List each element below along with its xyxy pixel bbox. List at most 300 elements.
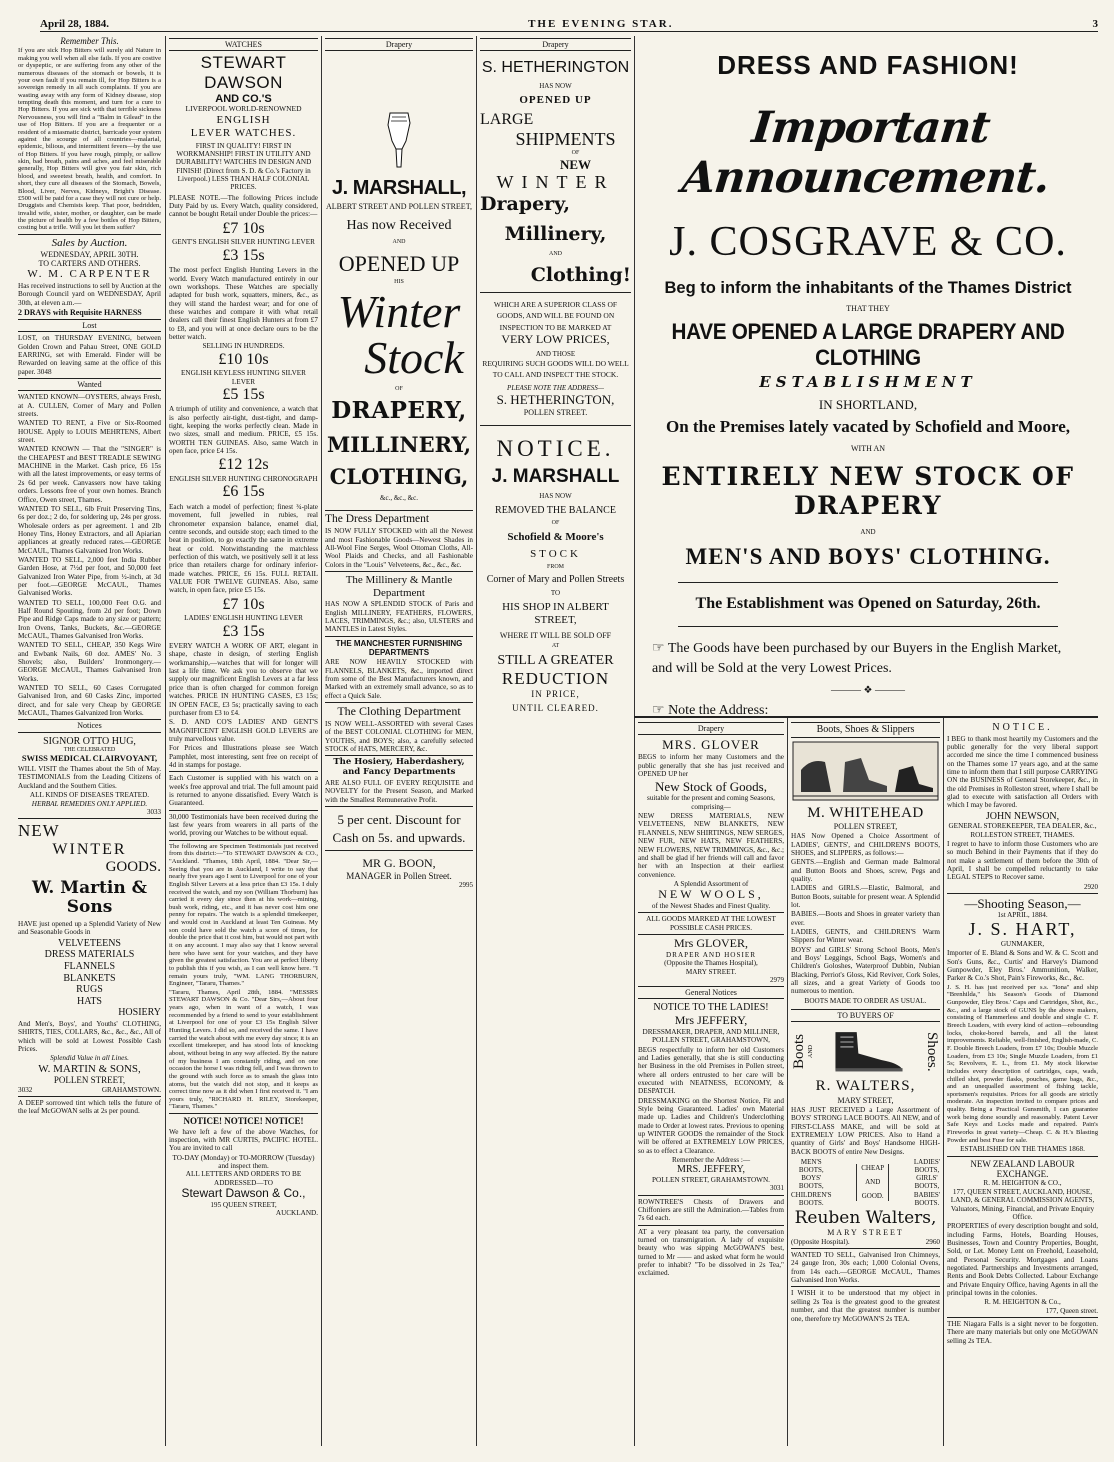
auction-date: WEDNESDAY, APRIL 30TH. xyxy=(40,249,139,259)
important-announcement: Important Announcement. xyxy=(679,103,1052,204)
boots-table-cell: BOOTS, xyxy=(914,1182,940,1191)
divider xyxy=(638,1195,784,1196)
greater-label: STILL A GREATER xyxy=(497,653,614,668)
martin-town: GRAHAMSTOWN. xyxy=(101,1085,161,1094)
divider xyxy=(678,582,1058,583)
tea-footnote: A DEEP sorrowed tint which tells the future of the leaf McGOWAN sells at 2s per pound. xyxy=(18,1099,161,1116)
opened-saturday: The Establishment was Opened on Saturday, 26th. xyxy=(695,595,1041,613)
glover-number: 2979 xyxy=(770,976,784,985)
and-label: AND xyxy=(808,1044,815,1058)
wanted-item: WANTED TO SELL, 60 Cases Corrugated Galvanised Iron, and 60 Casks Zinc, imported direct, and for sale very Cheap by GEORGE McCAUL, Thames Galvanized Iron Works. xyxy=(18,684,161,718)
price-label: IN PRICE, xyxy=(531,688,580,699)
to-buyers: TO BUYERS OF xyxy=(791,1009,940,1022)
glover-role: DRAPER AND HOSIER xyxy=(665,951,757,960)
boon-manager: MANAGER in Pollen Street. xyxy=(346,871,452,882)
stewart-dawson-title: STEWART DAWSON xyxy=(200,53,287,92)
drapery-heading-big: Drapery, xyxy=(480,193,571,215)
today-text: TO-DAY (Monday) or TO-MORROW (Tuesday) and inspect them. xyxy=(172,1153,315,1170)
watch-description: ENGLISH KEYLESS HUNTING SILVER LEVER xyxy=(181,369,306,386)
divider xyxy=(791,1248,940,1249)
boots-table-left xyxy=(791,1158,832,1207)
goods-paragraph xyxy=(638,639,1098,680)
divider xyxy=(18,234,161,235)
watch-description: ENGLISH SILVER HUNTING CHRONOGRAPH xyxy=(169,475,318,483)
glover-street: MARY STREET. xyxy=(685,967,737,976)
boots-table-cell: CHEAP xyxy=(861,1164,885,1173)
divider xyxy=(947,893,1098,894)
martin-footer xyxy=(18,1086,161,1094)
hart-text-2: J. S. H. has just received per s.s. "Iona" and ship "Brenhilda," his Season's Goods of Diamond Gunpowder, Eley Bros.' Caps and Cartridges, Shot, &c., &c., and a large stock of GUNS by the above makers, consisting of Hammerless and double and single C. F. Breech Loaders, with every kind of action—rebounding locks, choke-bored barrels, and all the latest improvements. Reliable, well-finished, English-made, C. F. Double Breech Loaders, from £7 10s; Double Muzzle Loaders, from £3 10s; Single Muzzle Loaders, from £1 5s; Revolvers, E. L., from £1. My stock likewise includes every description of cartridges, caps, wads, chilled shot, powder flasks, pouches, game bags, &c., and an unequalled assortment of fishing tackle, sportsmen's requisites. Prices for all goods are strictly moderate. An inspection invited to compare prices and quality. Being a Practical Gunsmith, I can guarantee work being done soundly and reasonably. Patent Lever Safe Keys and Locks made and repaired. Pain's Fireworks in great variety—Cheap. C. & H.'s Blasting Powder and best Fuse for sale. xyxy=(947,983,1098,1144)
walters-name: R. WALTERS, xyxy=(815,1078,916,1095)
premises-text: On the Premises lately vacated by Schofield and Moore, xyxy=(665,416,1071,436)
reuben-street: MARY STREET xyxy=(827,1228,904,1238)
notice-heading: NOTICE! NOTICE! NOTICE! xyxy=(183,1116,304,1127)
discount-text: 5 per cent. Discount for Cash on 5s. and upwards. xyxy=(332,812,466,845)
glover-name: MRS. GLOVER xyxy=(662,737,760,753)
boots-table-cell: BOOTS, xyxy=(914,1166,940,1175)
divider xyxy=(480,425,631,426)
jeffery-sign: MRS. JEFFERY, xyxy=(677,1164,745,1176)
watch-description: LADIES' ENGLISH HUNTING LEVER xyxy=(184,614,303,623)
clothing-dept-text: IS NOW WELL-ASSORTED with several Cases of the BEST COLONIAL CLOTHING for MEN, YOUTHS, and BOYS; also, a carefully selected STOCK of HATS, MERCERY, &c. xyxy=(325,719,473,753)
boots-table-cell: CHILDREN'S xyxy=(791,1190,832,1199)
boots-heading: Boots, Shoes & Slippers xyxy=(791,722,940,738)
newson-role: GENERAL STOREKEEPER, TEA DEALER, &c., ROLLESTON STREET, THAMES. xyxy=(948,822,1097,839)
labour-exchange: NEW ZEALAND LABOUR EXCHANGE. xyxy=(970,1158,1075,1180)
drapery-heading: Drapery xyxy=(480,38,631,51)
divider xyxy=(638,934,784,935)
wanted-item: WANTED TO SELL, 6lb Fruit Preserving Tins, 6s per doz.; 2 do, for soldering up, 24s per gross. Wholesale orders as per agreement. 1 and 2lb Honey Tins, Honey Extractors, and all Apiarian appliances at greatly reduced rates.—GEORGE McCAUL, Thames Galvanised Iron Works. xyxy=(18,504,161,555)
jeffery-number: 3031 xyxy=(770,1184,784,1193)
newson-text: I BEG to thank most heartily my Customers and the public generally for the very liberal support accorded me since the time I commenced business on the Thames some 17 years ago, and at the same time to inform them that I still purpose CARRYING ON the BUSINESS of General Storekeeper, &c., in the old Premises in Rolleston street, where I shall be glad to execute with satisfaction all Orders with which I may be favored. xyxy=(947,734,1098,810)
opened-up: OPENED UP xyxy=(519,93,592,106)
note-address-row xyxy=(638,703,1098,714)
column-4 xyxy=(480,36,631,1446)
suitable-text: suitable for the present and coming Seasons, comprising— xyxy=(647,794,775,811)
manchester-text: ARE NOW HEAVILY STOCKED with FLANNELS, BLANKETS, &c., imported direct from some of the Best Manufacturers known, and Marked with an extremely small advance, so as to effect a Quick Sale. xyxy=(325,658,473,700)
hosiery-text: ARE ALSO FULL OF EVERY REQUISITE and NOVELTY for the Present Season, and Marked with the Smallest Remunerative Profit. xyxy=(325,779,473,804)
glover-opposite: (Opposite the Thames Hospital), xyxy=(664,959,758,968)
divider xyxy=(325,571,473,572)
boon-name: MR G. BOON, xyxy=(362,856,436,871)
martin-item: DRESS MATERIALS xyxy=(44,949,135,961)
hosiery-heading: The Hosiery, Haberdashery, and Fancy Departments xyxy=(333,757,465,778)
english-heading: ENGLISH xyxy=(216,114,271,127)
price-now: £3 15s xyxy=(222,622,265,640)
whitehead-text: HAS Now Opened a Choice Assortment of LADIES', GENTS', and CHILDREN'S BOOTS, SHOES, and SLIPPERS, as follows:— xyxy=(791,832,940,857)
martin-item: HATS xyxy=(76,995,102,1007)
mccaul-chimneys: WANTED TO SELL, Galvanised Iron Chimneys, 24 gauge Iron, 30s each; 1,000 Colonial Ovens, from 14s each.—GEORGE McCAUL, Thames Galvanised Iron Works. xyxy=(791,1251,940,1285)
shooting-season: —Shooting Season,— xyxy=(964,895,1081,911)
martin-item: BLANKETS xyxy=(63,972,116,984)
column-rule xyxy=(943,718,944,1446)
boots-table-cell: GIRLS' xyxy=(916,1174,938,1183)
column-rule xyxy=(787,718,788,1446)
watch-text: The most perfect English Hunting Levers in the world. Every Watch manufactured entirely in our own workshops. These Watches are specially adapted for bush work, squatters, miners, &c., as they will stand the hardest wear; and for one of these watches and compare it with what retail dealers call their finest English Hunters at from £7 to £8, and you will at once declare ours to be the better watch. xyxy=(169,266,318,341)
column-5 xyxy=(638,720,784,1446)
boots-table-cell: BOOTS, xyxy=(798,1182,824,1191)
of-label: OF xyxy=(395,386,403,393)
reuben-footer xyxy=(791,1238,940,1246)
reuben-number: 2960 xyxy=(925,1237,940,1246)
wanted-heading: Wanted xyxy=(18,378,161,391)
boys-text: BOYS' and GIRLS' Strong School Boots, Men's and Boys' Leggings, School Bags, Women's and Children's Goloshes, Waterproof Dubbin, Nubian Blacking, Perriot's Gloss, Kid Reviver, Cork Soles, all sizes, and a great Variety of Goods too numerous to mention. xyxy=(791,945,940,996)
dress-fashion-headline: DRESS AND FASHION! xyxy=(717,50,1019,80)
niagara-text: THE Niagara Falls is a sight never to be forgotten. There are many materials but only one McGOWAN selling 2s TEA. xyxy=(947,1319,1098,1345)
all-goods: ALL GOODS MARKED AT THE LOWEST POSSIBLE CASH PRICES. xyxy=(646,915,776,932)
hug-number: 3033 xyxy=(147,807,161,816)
hug-herbal: HERBAL REMEDIES ONLY APPLIED. xyxy=(31,799,148,808)
hetherington-sign: S. HETHERINGTON, xyxy=(496,392,615,408)
column-rule xyxy=(634,36,635,1446)
note-address: Note the Address: xyxy=(668,703,769,714)
at-label: AT xyxy=(551,643,560,650)
boots-table-cell: BOOTS, xyxy=(798,1166,824,1175)
martin-street: POLLEN STREET, xyxy=(53,1075,126,1086)
lever-heading: LEVER WATCHES. xyxy=(190,126,297,139)
divider xyxy=(325,702,473,703)
jeffery-name: Mrs JEFFERY, xyxy=(674,1013,748,1028)
heighton-sign: R. M. HEIGHTON & Co., xyxy=(984,1298,1061,1307)
martin-item: VELVETEENS xyxy=(58,937,121,949)
winter-heading: WINTER xyxy=(496,172,615,193)
hug-title: SWISS MEDICAL CLAIRVOYANT, xyxy=(21,753,158,764)
dress-dept-heading: The Dress Department xyxy=(325,512,430,525)
marshall-name: J. MARSHALL, xyxy=(332,177,466,200)
please-note: PLEASE NOTE THE ADDRESS— xyxy=(507,384,604,393)
his-label: HIS xyxy=(394,279,404,286)
price-was: £10 10s xyxy=(218,350,269,368)
clothing-dept-heading: The Clothing Department xyxy=(337,704,461,718)
boots-table xyxy=(791,1158,940,1207)
divider xyxy=(325,850,473,851)
divider xyxy=(325,806,473,807)
marshall-number: 2995 xyxy=(459,881,473,890)
new-heading: NEW xyxy=(559,157,592,173)
auction-to: TO CARTERS AND OTHERS. xyxy=(38,258,141,268)
boots-table-cell: BABIES' xyxy=(913,1190,940,1199)
slippers-text: LADIES, GENTS, and CHILDREN'S Warm Slippers for Winter wear. xyxy=(791,928,940,945)
to-label: TO xyxy=(550,589,561,598)
jeffery-role: DRESSMAKER, DRAPER, AND MILLINER, POLLEN STREET, GRAHAMSTOWN, xyxy=(642,1027,780,1045)
gunmaker-label: GUNMAKER, xyxy=(1000,940,1045,949)
divider xyxy=(678,626,1058,627)
hetherington-street: POLLEN STREET. xyxy=(523,407,588,417)
and-those: AND THOSE xyxy=(535,349,576,358)
auction-heading: Sales by Auction. xyxy=(51,236,128,249)
masthead-page: 3 xyxy=(1092,17,1098,30)
boot-shop-icon xyxy=(791,740,940,802)
of-label: OF xyxy=(571,150,580,157)
divider xyxy=(947,1317,1098,1318)
etc-label: &c., &c., &c. xyxy=(380,493,418,502)
establishment-label: ESTABLISHMENT xyxy=(759,373,977,392)
boots-table-cell: BOOTS. xyxy=(798,1198,824,1207)
martin-number: 3032 xyxy=(18,1085,33,1094)
wanted-item: WANTED KNOWN—OYSTERS, always Fresh, at A. CULLEN, Corner of Mary and Pollen streets. xyxy=(18,393,161,419)
divider xyxy=(480,292,631,293)
pointing-hand-icon xyxy=(382,111,416,171)
and-cos: AND CO.'S xyxy=(215,92,272,105)
millinery-heading: Millinery, xyxy=(504,223,607,246)
auction-item: 2 DRAYS with Requisite HARNESS xyxy=(18,307,142,317)
column-rule xyxy=(321,36,322,1446)
hug-celebrated: THE CELEBRATED xyxy=(63,747,116,754)
gold-text: For Prices and Illustrations please see Watch Pamphlet, most interesting, sent free on receipt of 4d in stamps for postage. xyxy=(169,744,318,769)
hart-text: Importer of E. Bland & Sons and W. & C. Scott and Son's Guns, &c., Curtis' and Harvey's Diamond Gunpowder, Eley Bros.' Ammunition, Walker, Parker & Co.'s Shot, Pain's Fireworks, &c., &c. xyxy=(947,949,1098,983)
new-wools: NEW WOOLS, xyxy=(658,887,764,902)
hug-text: WILL VISIT the Thames about the 5th of May. TESTIMONIALS from the Leading Citizens of Auckland and the Southern Cities. xyxy=(18,765,161,790)
divider xyxy=(638,912,784,913)
rowntree-text: ROWNTREE'S Chests of Drawers and Chiffoniers are still the Admiration.—Tables from 7s 6d each. xyxy=(638,1197,784,1223)
martin-extra: And Men's, Boys', and Youths' CLOTHING, SHIRTS, TIES, COLLARS, &c., &c., &c., All of which will be sold at Lowest Possible Cash Prices. xyxy=(18,1019,161,1053)
column-3 xyxy=(325,36,473,1446)
ad-bottom-rule xyxy=(634,716,1098,718)
stewart-address: 195 QUEEN STREET, xyxy=(210,1200,277,1209)
jeffery-street: POLLEN STREET, GRAHAMSTOWN. xyxy=(652,1176,770,1185)
gold-levers: S. D. AND CO'S LADIES' AND GENT'S MAGNIFICENT ENGLISH GOLD LEVERS are truly marvellous value. xyxy=(169,718,318,743)
until-cleared: UNTIL CLEARED. xyxy=(512,703,599,714)
gents-text: GENTS.—English and German made Balmoral and Button Boots and Shoes, screw, Pegs and quality. xyxy=(791,858,940,883)
watches-heading: WATCHES xyxy=(169,38,318,51)
divider xyxy=(325,755,473,756)
jeffery-text: BEGS respectfully to inform her old Customers and Ladies generally, that she is still conducting her Business in the old Premises in Pollen street, where all orders entrusted to her care will be executed with NEATNESS, ECONOMY, & DESPATCH. xyxy=(638,1045,784,1096)
notice-heading: NOTICE. xyxy=(992,722,1053,733)
martin-value: Splendid Value in all Lines. xyxy=(50,1054,129,1063)
divider xyxy=(638,1225,784,1226)
stewart-sign: Stewart Dawson & Co., xyxy=(181,1185,306,1200)
wanted-item: WANTED TO SELL, 2,000 feet India Rubber Garden Hose, at 7½d per foot, and 50,000 feet Galvanized Iron Water Pipe, from ½-inch, at 3d per foot.—GEORGE McCAUL, Thames Galvanised Works. xyxy=(18,555,161,598)
in-shortland: IN SHORTLAND, xyxy=(818,397,918,413)
column-rule xyxy=(165,36,166,1446)
and-label: AND xyxy=(860,527,876,536)
selling-hundreds: SELLING IN HUNDREDS. xyxy=(202,342,285,351)
reuben-walters: Reuben Walters, xyxy=(794,1207,937,1228)
glover-text: BEGS to inform her many Customers and the public generally that she has just received and OPENED UP her xyxy=(638,753,784,779)
notice-ladies: NOTICE TO THE LADIES! xyxy=(653,1002,769,1014)
hop-heading: Remember This. xyxy=(60,36,119,46)
notice-heading: NOTICE. xyxy=(496,435,615,461)
of-label: OF xyxy=(551,520,560,527)
walters-text: HAS JUST RECEIVED a Large Assortment of BOYS' STRONG LACE BOOTS. All NEW, and of FIRST-CLASS MAKE, and will be sold at EXTREMELY LOW PRICES. Also to Hand a quantity of Girls' and Boys' Handsome HIGH-BACK BOOTS of entire New Designs. xyxy=(791,1106,940,1156)
corner-label: Corner of Mary and Pollen Streets xyxy=(486,573,625,585)
column-1 xyxy=(18,36,161,1446)
boots-table-cell: MEN'S xyxy=(800,1158,822,1167)
remember-address: Remember the Address :— xyxy=(671,1156,751,1165)
hart-name: J. S. HART, xyxy=(968,919,1077,940)
goods-text: The Goods have been purchased by our Buyers in the English Market, and will be Sold at the very Lowest Prices. xyxy=(652,640,1062,677)
winter-heading: Winter xyxy=(337,286,461,338)
walters-street: MARY STREET, xyxy=(837,1095,894,1105)
wanted-item: WANTED KNOWN — That the "SINGER" is the CHEAPEST and BEST TREADLE SEWING MACHINE in the Market. Cash price, £6 15s with all the latest improvements, or easy terms of 2s 6d per week. Canvassers now have taking orders. Lessons free of your own homes. Branch Office, Owen street, Thames. xyxy=(18,445,161,504)
wanted-item: WANTED TO SELL, 100,000 Feet O.G. and Half Round Spouting, from 2d per foot; Down Pipe and Ridge Caps made to any size or pattern; Iron Ovens, Tanks, Buckets, &c.—GEORGE McCAUL, Thames Galvanised Iron Works. xyxy=(18,598,161,641)
drapery-heading-big: DRAPERY, xyxy=(331,397,467,425)
martin-item: HOSIERY xyxy=(118,1007,161,1019)
glover-items: NEW DRESS MATERIALS, NEW VELVETEENS, NEW BLANKETS, NEW FLANNELS, NEW SHIRTINGS, NEW SERGES, NEW FUR, NEW HATS, NEW FEATHERS, NEW FLOWERS, NEW TRIMMINGS, &c., &c.; and shall be glad if her friends will call and favor her with an Inspection at their earliest convenience. xyxy=(638,812,784,879)
boots-table-cell: LADIES' xyxy=(913,1158,940,1167)
regret-text: I regret to have to inform those Customers who are so much Behind in their Payments that if they do not make a settlement of them before the 30th of April, I shall be compelled reluctantly to take LEGAL STEPS to Recover same. xyxy=(947,839,1098,882)
heighton-name: R. M. HEIGHTON & CO., xyxy=(983,1179,1062,1188)
with-an: WITH AN xyxy=(851,444,885,454)
divider xyxy=(18,818,161,819)
hug-name: SIGNOR OTTO HUG, xyxy=(43,735,136,747)
low-prices: VERY LOW PRICES, xyxy=(501,331,610,346)
heighton-street: 177, Queen street. xyxy=(1045,1306,1098,1315)
masthead-date: April 28, 1884. xyxy=(40,17,110,30)
column-7 xyxy=(947,720,1098,1446)
price-was: £7 10s xyxy=(222,219,265,237)
assortment-text: A Splendid Assortment of xyxy=(673,879,749,888)
millinery-heading: MILLINERY, xyxy=(326,432,472,457)
testimonial-1: The following are Specimen Testimonials just received from this district:—"To STEWART DAWSON & CO., "Auckland. "Thames, 18th April, 1884. "Dear Sir,—Seeing that you are in Auckland, I write to say that nearly five years ago I sent to Liverpool for one of your English Silver Levers at a less price than £3 15s. I duly received the watch, and my son (William Thorburn) has carried it every day since then at his work—mining, bush work, riding, etc., and it has never cost him one penny for repairs. The watch is a splendid timekeeper, and would cost in Auckland at least Ten Guineas. My son could have sold the watch a score of times, for double the price that it cost him, but would not part with it on any account. I may also say that I know several here who have sent for your watches, and they have given the greatest satisfaction. You are at perfect liberty to publish this if you wish, as I can well know here. "I remain yours truly, "WM. LANG THORBURN, Engineer, "Tararu, Thames." xyxy=(169,842,318,988)
divider xyxy=(791,1286,940,1287)
new-stock-heading: New Stock of Goods, xyxy=(655,779,767,795)
drapery-heading: Drapery xyxy=(638,722,784,735)
millinery-dept-heading: The Millinery & Mantle Department xyxy=(345,573,453,599)
martin-text: HAVE just opened up a Splendid Variety of New and Seasonable Goods in xyxy=(18,920,161,937)
price-was: £12 12s xyxy=(218,456,269,474)
has-received: Has now Received xyxy=(346,217,452,233)
shoes-label: Shoes. xyxy=(923,1031,940,1072)
stewart-town: AUCKLAND. xyxy=(275,1209,318,1218)
stock-label: STOCK xyxy=(530,547,581,560)
martin-sign: W. MARTIN & SONS, xyxy=(38,1062,141,1075)
opened-up: OPENED UP xyxy=(338,250,460,276)
column-6 xyxy=(791,720,940,1446)
made-to-order: BOOTS MADE TO ORDER AS USUAL. xyxy=(804,996,927,1005)
martin-heading: W. Martin & Sons xyxy=(31,877,147,918)
removed-balance: REMOVED THE BALANCE xyxy=(495,504,616,516)
boots-table-cell: BOOTS. xyxy=(914,1198,940,1207)
requiring-text: REQUIRING SUCH GOODS WILL DO WELL TO CALL AND INSPECT THE STOCK. xyxy=(482,358,629,380)
entirely-new-stock: ENTIRELY NEW STOCK OF DRAPERY xyxy=(661,461,1075,520)
wanted-item: WANTED TO RENT, a Five or Six-Roomed HOUSE. Apply to LOUIS MEHRTENS, Albert street. xyxy=(18,419,161,445)
new-heading: NEW xyxy=(18,820,60,840)
ladies-text: LADIES and GIRLS.—Elastic, Balmoral, and Button Boots, suitable for present wear. A Splendid lot. xyxy=(791,884,940,909)
that-they: THAT THEY xyxy=(846,303,890,313)
divider xyxy=(325,636,473,637)
dress-dept-text: IS NOW FULLY STOCKED with all the Newest and most Fashionable Goods—Newest Shades in All-Wool Fine Serges, Wool Ottoman Cloths, All-Wool Plaids and Checks, and all Fashionable Colors in the "Louis" Velveteens, &c., &c., &c. xyxy=(325,527,473,569)
boot-icon xyxy=(824,1024,914,1078)
from-label: FROM xyxy=(546,563,564,570)
newson-name: JOHN NEWSON, xyxy=(985,810,1060,822)
schofield-moore: Schofield & Moore's xyxy=(507,531,604,544)
boots-label: Boots xyxy=(791,1033,807,1069)
has-now: HAS NOW xyxy=(539,492,572,501)
boots-table-cell: BOYS' xyxy=(801,1174,822,1183)
tea-party-text: AT a very pleasant tea party, the conversation turned on transmigration. A lady of exquisite beauty who was sipping McGOWAN'S best, turned to Mr —— and asked what form he would prefer to inhabit? "To be dissolved in 2s Tea," exclaimed. xyxy=(638,1227,784,1278)
testimonial-count: 30,000 Testimonials have been received during the last few years from wearers in all parts of the world, proving our Watches to be without equal. xyxy=(169,812,318,838)
clothing-heading: Clothing! xyxy=(530,264,631,287)
mens-boys-clothing: MEN'S AND BOYS' CLOTHING. xyxy=(685,543,1051,569)
masthead-title: THE EVENING STAR. xyxy=(528,17,674,30)
divider xyxy=(169,840,318,841)
price-note: PLEASE NOTE.—The following Prices include Duty Paid by us. Every Watch, quality considered, cannot be bought Retail under Double the prices:— xyxy=(169,193,318,219)
watch-text: Each watch a model of perfection; finest ¾-plate movement, full jewelled in rubies, real chronometer expansion balance, enamel dial, centre seconds, and outside stop; each timed to the beat in position, to go exactly the same in extreme heat or cold. Notwithstanding the matchless perfection of this watch, we positively sell it at less price than retailers charge for ordinary inferior-made watches. PRICE, £6 15s. FULL RETAIL VALUE FOR TWELVE GUINEAS. Also, same watch, in open face, price £5 15s. xyxy=(169,502,318,595)
established-label: ESTABLISHED ON THE THAMES 1868. xyxy=(960,1145,1085,1154)
divider xyxy=(169,771,318,772)
divider xyxy=(18,1096,161,1097)
lost-text: LOST, on THURSDAY EVENING, between Golden Crown and Pahau Street, ONE GOLD EARRING, set with Emerald. Finder will be Rewarded on leaving same at the office of this paper. 3048 xyxy=(18,334,161,376)
heighton-address: 177, QUEEN STREET, AUCKLAND, HOUSE, LAND, & GENERAL COMMISSION AGENTS, Valuators, Mining, Financial, and Private Enquiry Office. xyxy=(950,1187,1095,1221)
column-2 xyxy=(169,36,318,1446)
divider xyxy=(325,510,473,511)
shipments-heading: SHIPMENTS xyxy=(515,129,616,150)
has-now: HAS NOW xyxy=(539,81,572,90)
quality-text: FIRST IN QUALITY! FIRST IN WORKMANSHIP! FIRST IN UTILITY AND DURABILITY! WATCHES IN DESIGN AND FINISH! (Direct from S. D. & Co.'s Factory in Liverpool.) LESS THAN HALF COLONIAL PRICES. xyxy=(175,141,312,192)
and-label: AND xyxy=(392,238,406,245)
approval-text: Each Customer is supplied with his watch on a week's free approval and trial. The full amount paid is returned to anyone dissatisfied. Every Watch is Guaranteed. xyxy=(169,774,318,808)
millinery-dept-text: HAS NOW A SPLENDID STOCK of Paris and English MILLINERY, FEATHERS, FLOWERS, LACES, TRIMMINGS, &c.; also, ULSTERS and MANTLES in Latest Styles. xyxy=(325,600,473,634)
masthead xyxy=(40,16,1098,32)
tea-text: I WISH it to be understood that my object in selling 2s Tea is the greatest good to the greatest number, and that the greatest number is number one, therefore try McGOWAN'S 2s TEA. xyxy=(791,1289,940,1323)
marshall-address: ALBERT STREET AND POLLEN STREET, xyxy=(326,202,472,212)
glover-sign: Mrs GLOVER, xyxy=(674,936,748,951)
goods-heading: GOODS. xyxy=(105,859,161,876)
divider xyxy=(169,810,318,811)
martin-item: FLANNELS xyxy=(63,960,116,972)
beg-to-inform: Beg to inform the inhabitants of the Thames District xyxy=(664,278,1072,297)
whitehead-name: M. WHITEHEAD xyxy=(807,804,924,821)
albert-street: HIS SHOP IN ALBERT STREET, xyxy=(502,601,609,627)
boots-table-cell: GOOD. xyxy=(861,1192,884,1201)
pointing-hand-icon: ☞ xyxy=(652,640,668,656)
large-heading: LARGE xyxy=(480,110,534,128)
superior-text: WHICH ARE A SUPERIOR CLASS OF GOODS, AND WILL BE FOUND ON INSPECTION TO BE MARKED AT xyxy=(493,300,618,332)
price-was: £7 10s xyxy=(222,595,265,613)
regret-number: 2920 xyxy=(1084,882,1098,891)
jeffery-text-2: DRESSMAKING on the Shortest Notice, Fit and Style being Guaranteed. Ladies' own Material made up. Ladies and Children's Underclothing made to Order at lowest rates. Previous to opening up WINTER GOODS the remainder of the Stock will be offered at EXTREMELY LOW PRICES, so as to effect a Clearance. xyxy=(638,1096,784,1155)
notice-text: We have left a few of the above Watches, for inspection, with MR CURTIS, PACIFIC HOTEL. You are invited to call xyxy=(169,1127,318,1153)
column-rule xyxy=(476,36,477,1446)
clothing-heading: CLOTHING, xyxy=(329,464,469,490)
and-label: AND xyxy=(549,251,562,258)
price-now: £3 15s xyxy=(222,246,265,264)
price-now: £6 15s xyxy=(222,483,265,501)
manchester-heading: THE MANCHESTER FURNISHING DEPARTMENTS xyxy=(335,638,463,658)
price-now: £5 15s xyxy=(222,385,265,403)
martin-item: RUGS xyxy=(76,984,103,996)
hop-bitters-text: If you are sick Hop Bitters will surely aid Nature in making you well when all else fails. If you are costive or dyspeptic, or are suffering from any other of the numerous diseases of the stomach or bowels, it is your own fault if you remain ill, for Hop Bitters is a sovereign remedy in all such complaints. If you are wasting away with any form of Kidney disease, stop tempting death this moment, and turn for a cure to Hop Bitters. If you are sick with that terrible sickness Nervousness, you will find a "Balm in Gilead" in the use of Hop Bitters. If you are a frequenter or a resident of a miasmatic district, barricade your system against the scourge of all countries—malarial, epidemic, bilious, and intermittent fevers—by the use of Hop Bitters. If you have rough, pimply, or sallow skin, bad breath, pains and aches, and feel miserable generally, Hop Bitters will give you fair skin, rich blood, and sweetest breath, health, and comfort. In short, they cure all diseases of the Stomach, Bowels, Blood, Liver, Nerves, Kidneys, Bright's Disease. £500 will be paid for a case they will not cure or help. Druggists and Chemists keep. That poor, bedridden, invalid wife, sister, mother, or daughter, can be made the picture of health by a few bottles of Hop Bitters, costing but a trifle. Will you let them suffer? xyxy=(18,47,161,232)
letters-text: ALL LETTERS AND ORDERS TO BE ADDRESSED—TO xyxy=(185,1170,302,1187)
reduction-label: REDUCTION xyxy=(501,669,610,689)
cosgrave-firm: J. COSGRAVE & CO. xyxy=(669,218,1067,265)
babies-text: BABIES.—Boots and Shoes in greater variety than ever. xyxy=(791,910,940,927)
drapery-heading: Drapery xyxy=(325,38,473,51)
testimonial-2: "Tararu, Thames, April 28th, 1884. "MESSRS STEWART DAWSON & Co. "Dear Sirs,—About four years ago, when in want of a watch, I was recommended by a friend to send to your establishment at Liverpool for one of your £3 15s English Silver Hunting Levers. I did so, and received the same. I have carried the watch about with me every day since; it is an excellent timekeeper, and has stood lots of knocking about, without being in any way affected. By the nature of my business I am constantly riding, and on one occasion the horse I was riding fell, and I was thrown to the ground with such force as to smash the glass into atoms, but the watch did not stop, and it keeps as correct time now as it did when I first received it. "I am yours truly, "RICHARD H. RILEY, Storekeeper, "Tararu, Thames." xyxy=(169,988,318,1111)
cosgrave-advert xyxy=(638,36,1098,714)
heighton-text: PROPERTIES of every description bought and sold, including Farms, Hotels, Boarding Houses, Businesses, Town and Country Properties, Bought, Sold, or Let. Money Lent on Freehold, Leasehold, and Personal Security. Mortgages and Loans negotiated. Partnerships and Investments arranged, Rents and Book Debts Collected. Labour Exchange and Private Enquiry Office, having Agents in all the principal towns in the colonies. xyxy=(947,1222,1098,1297)
ornament-divider: ——— ❖ ——— xyxy=(831,685,905,697)
auction-name: W. M. CARPENTER xyxy=(27,268,152,281)
divider xyxy=(169,1113,318,1114)
watch-text: EVERY WATCH A WORK OF ART, elegant in shape, chaste in design, of sterling English workmanship,—watches that will for longer will last a life time. We ask you to observe that we supply our magnificent English Levers at a far less price than is often charged for common foreign watches. PRICE IN HUNTING CASES, £3 15s; IN OPEN FACE, £3 5s; practically saving to each purchaser from £3 to £4. xyxy=(169,642,318,717)
watch-description: GENT'S ENGLISH SILVER HUNTING LEVER xyxy=(172,238,315,247)
where-label: WHERE IT WILL BE SOLD OFF xyxy=(499,630,612,640)
marshall-name: J. MARSHALL xyxy=(491,466,620,488)
wanted-item: WANTED TO SELL, CHEAP, 350 Kegs Wire and Ewbank Nails, 60 doz. AMES' No. 3 Shovels; also, Builders' Ironmongery.—GEORGE McCAUL, Thames Galvanised Iron Works. xyxy=(18,641,161,683)
auction-text: Has received instructions to sell by Auction at the Borough Council yard on WEDNESDAY, April 30th, at eleven a.m.— xyxy=(18,281,161,307)
hetherington-name: S. HETHERINGTON xyxy=(481,59,630,77)
watch-text: A triumph of utility and convenience, a watch that is also perfectly air-tight, dust-tight, and damp-tight, keeping the works perfectly clean. Made in two sizes, small and medium. PRICE, £5 15s. WORTH TEN GUINEAS. Also, same Watch in open face, price £4 15s. xyxy=(169,405,318,456)
wools-text: of the Newest Shades and Finest Quality. xyxy=(651,902,771,911)
liverpool: LIVERPOOL WORLD-RENOWNED xyxy=(185,104,302,114)
winter-heading: WINTER xyxy=(52,840,127,858)
reuben-opposite: (Opposite Hospital). xyxy=(791,1237,850,1246)
shooting-date: 1st APRIL, 1884. xyxy=(997,910,1048,919)
general-notices-heading: General Notices xyxy=(638,986,784,999)
have-opened: HAVE OPENED A LARGE DRAPERY AND CLOTHING xyxy=(671,319,1065,370)
